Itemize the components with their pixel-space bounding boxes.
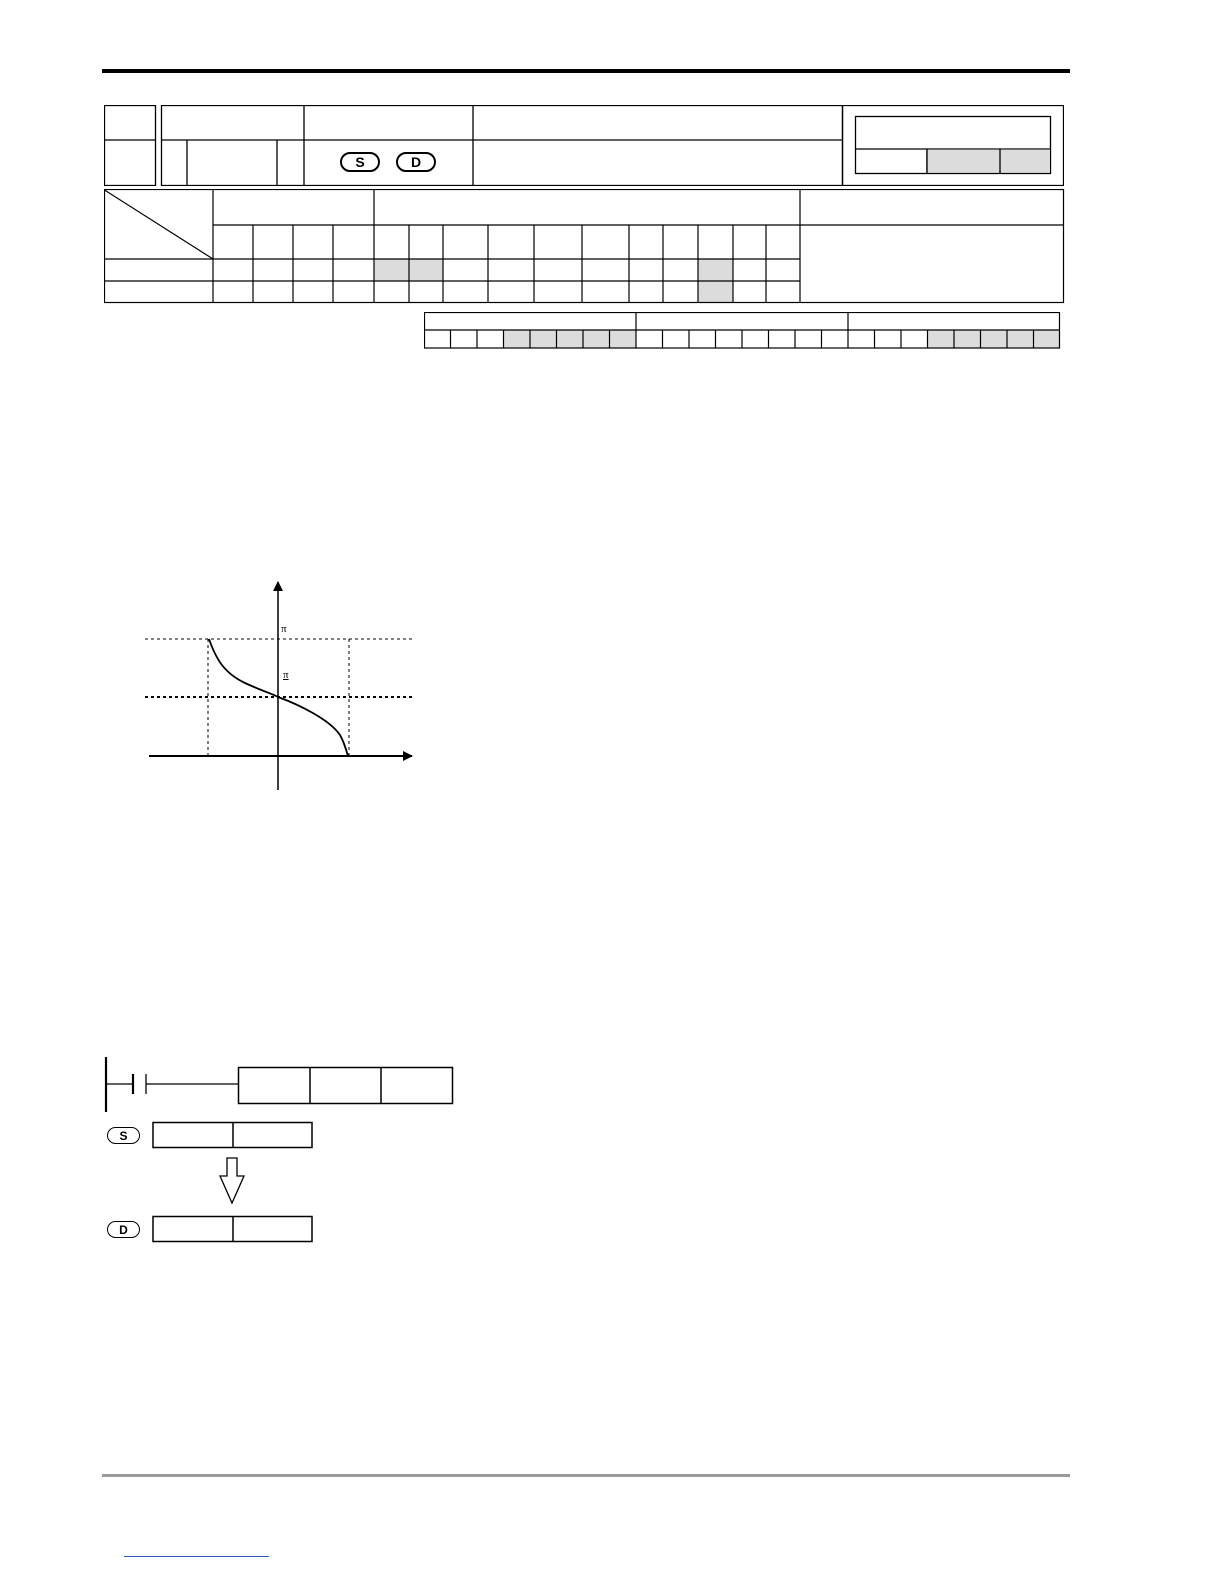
operand-s-badge: S xyxy=(340,152,380,172)
instruction-box xyxy=(239,1068,453,1104)
footer-rule xyxy=(102,1474,1070,1477)
down-arrow-icon xyxy=(220,1158,244,1203)
acos-graph xyxy=(140,575,425,795)
acos-graph-svg xyxy=(140,575,425,795)
half-pi-label: π xyxy=(283,669,289,681)
instruction-header-grid xyxy=(104,105,1064,186)
ladder-s-badge: S xyxy=(107,1127,140,1144)
footer-link-underline[interactable] xyxy=(124,1556,269,1557)
pi-label: π xyxy=(281,623,287,635)
operand-d-badge: D xyxy=(396,152,436,172)
operand-device-table xyxy=(104,189,1065,304)
ladder-diagram xyxy=(100,1052,460,1247)
header-rule xyxy=(102,69,1070,73)
step-flag-grid xyxy=(424,312,1061,349)
operand-device-grid xyxy=(104,189,1065,304)
step-flag-table xyxy=(424,312,1061,349)
ladder-d-badge: D xyxy=(107,1221,140,1238)
instruction-header-table xyxy=(104,105,1064,186)
ladder-svg xyxy=(100,1052,460,1247)
